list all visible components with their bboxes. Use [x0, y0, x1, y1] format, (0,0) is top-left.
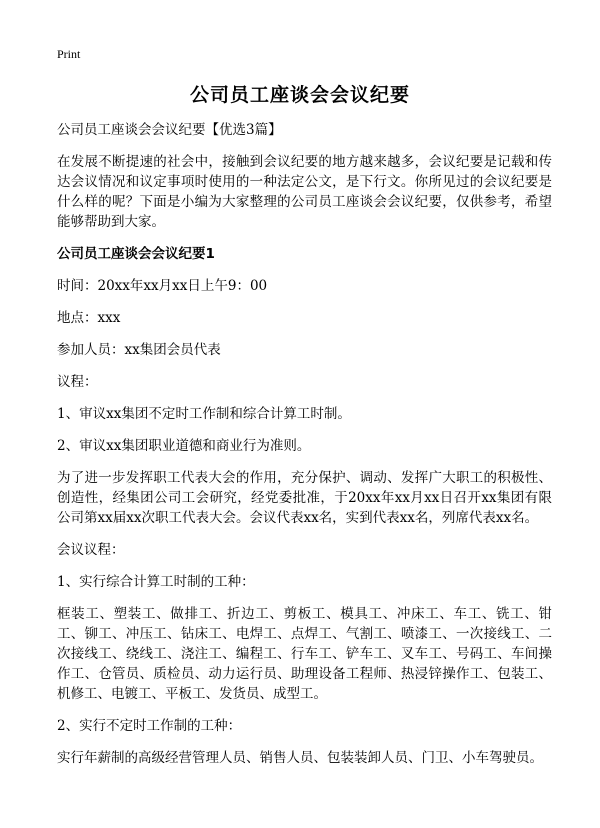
agenda-label: 议程：: [57, 374, 98, 390]
meeting-agenda-label: 会议议程：: [57, 542, 125, 558]
point-heading: 1、实行综合计算工时制的工种：: [57, 574, 255, 590]
job-list: 框装工、塑装工、做排工、折边工、剪板工、模具工、冲床工、车工、铣工、钳工、铆工、冲压工、钻床工、电焊工、点焊工、气割工、喷漆工、一次接线工、二次接线工、绕线工、浇注工、编程工、行车工、铲车工、叉车工、号码工、车间操作工、仓管员、质检员、动力运行员、助理设备工程师、热浸锌操作工、包装工、机修工、电镀工、平板工、发货员、成型工。: [57, 606, 552, 702]
document-body: [57, 120, 552, 780]
agenda-item: 1、审议xx集团不定时工作制和综合计算工时制。: [57, 406, 351, 422]
document-subtitle: 公司员工座谈会会议纪要【优选3篇】: [57, 122, 282, 138]
point-heading: 2、实行不定时工作制的工种：: [57, 718, 242, 734]
intro-paragraph: 在发展不断提速的社会中，接触到会议纪要的地方越来越多，会议纪要是记载和传达会议情况和议定事项时使用的一种法定公文，是下行文。你所见过的会议纪要是什么样的呢？下面是小编为大家整理的公司员工座谈会会议纪要，仅供参考，希望能够帮助到大家。: [57, 154, 552, 230]
print-label[interactable]: Print: [57, 47, 81, 61]
document-title: 公司员工座谈会会议纪要: [189, 84, 410, 106]
meeting-participants: 参加人员：xx集团会员代表: [57, 342, 221, 358]
agenda-item: 2、审议xx集团职业道德和商业行为准则。: [57, 438, 311, 454]
job-list: 实行年薪制的高级经营管理人员、销售人员、包装装卸人员、门卫、小车驾驶员。: [57, 750, 543, 766]
meeting-time: 时间：20xx年xx月xx日上午9：00: [57, 278, 268, 294]
body-paragraph: 为了进一步发挥职工代表大会的作用，充分保护、调动、发挥广大职工的积极性、创造性，经集团公司工会研究，经党委批准，于20xx年xx月xx日召开xx集团有限公司第xx届xx次职工代表大会。会议代表xx名，实到代表xx名，列席代表xx名。: [57, 470, 552, 526]
section-heading: 公司员工座谈会会议纪要1: [57, 246, 215, 262]
meeting-location: 地点：xxx: [57, 310, 121, 326]
